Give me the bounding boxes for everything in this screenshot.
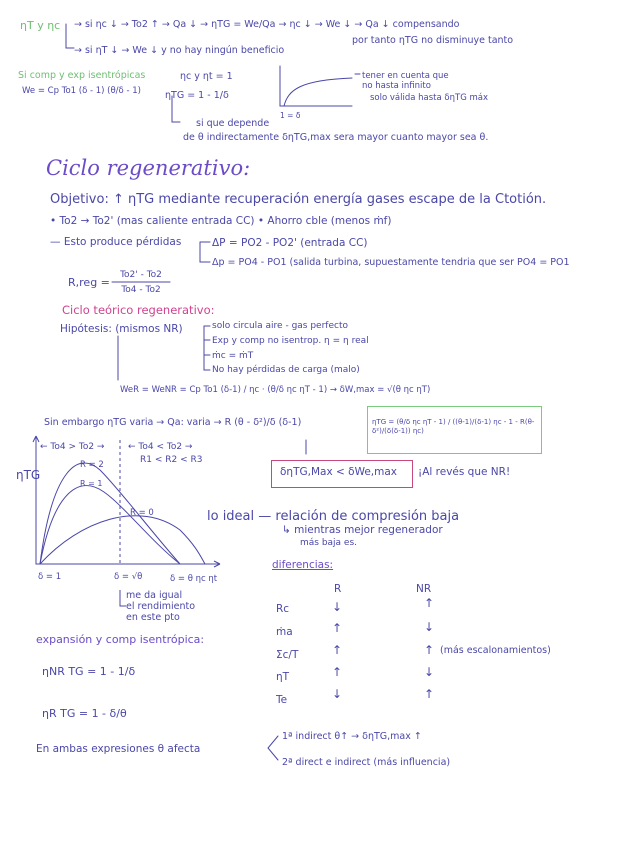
- reves-note: ¡Al revés que NR!: [418, 466, 511, 478]
- nr-formula: ηNR TG = 1 - 1/δ: [42, 665, 136, 678]
- losses-bracket: [200, 242, 210, 262]
- eta-box-text: ηTG = (θ/δ ηc ηT - 1) / ((θ-1)/(δ-1) ηc - 1 - R(θ-δ²)/(δ(δ-1)) ηc): [372, 418, 535, 435]
- chart-note-1: me da igual: [126, 590, 183, 601]
- diff-row-label: ṁa: [276, 626, 293, 638]
- diff-row-label: Rc: [276, 603, 290, 615]
- ideal-line-2: ↳ mientras mejor regenerador: [282, 524, 443, 536]
- diff-title: diferencias:: [272, 559, 334, 571]
- hypothesis: Hipótesis: (mismos NR): [60, 323, 183, 335]
- label-r1: R = 1: [80, 479, 103, 488]
- dp2: Δp = PO4 - PO1 (salida turbina, supuestamente tendria que ser PO4 = PO1: [212, 257, 570, 268]
- note-1: tener en cuenta que: [362, 71, 449, 81]
- rreg-label: R,reg =: [68, 276, 110, 289]
- objective-line: Objetivo: ↑ ηTG mediante recuperación energía gases escape de la Ctotión.: [50, 192, 547, 207]
- note-3: solo válida hasta δηTG máx: [370, 93, 489, 103]
- diff-row-r: ↑: [332, 643, 343, 657]
- theoretical-title: Ciclo teórico regenerativo:: [62, 303, 215, 317]
- branch-1: → si ηc ↓ → To2 ↑ → Qa ↓ → ηTG = We/Qa → ηc ↓ → We ↓ → Qa ↓ compensando: [74, 19, 460, 30]
- both-line: En ambas expresiones θ afecta: [36, 743, 201, 755]
- dp1: ΔP = PO2 - PO2' (entrada CC): [212, 237, 368, 249]
- diff-col-nr: NR: [416, 583, 432, 595]
- we-formula: We = Cp To1 (δ - 1) (θ/δ - 1): [22, 86, 141, 96]
- r-order: R1 < R2 < R3: [140, 455, 203, 465]
- depends-2: de θ indirectamente δηTG,max sera mayor cuanto mayor sea θ.: [183, 132, 489, 143]
- ideal-line-1: lo ideal — relación de compresión baja: [207, 509, 460, 524]
- hyp-4: No hay pérdidas de carga (malo): [212, 365, 360, 375]
- branch-1b: por tanto ηTG no disminuye tanto: [352, 35, 514, 46]
- diff-row-note: (más escalonamientos): [440, 645, 551, 656]
- diff-row-nr: ↓: [424, 620, 435, 634]
- diff-row-nr: ↑: [424, 687, 435, 701]
- x-tick-1: δ = 1: [38, 572, 62, 582]
- objective-bullet: • To2 → To2' (mas caliente entrada CC) • Ahorro cble (menos ṁf): [50, 215, 392, 227]
- result-box-text: δηTG,Max < δWe,max: [280, 466, 398, 478]
- branch-2: → si ηT ↓ → We ↓ y no hay ningún beneficio: [74, 45, 285, 56]
- curve-r2: [40, 463, 180, 564]
- diff-row-r: ↓: [332, 600, 343, 614]
- note-2: no hasta infinito: [362, 81, 431, 91]
- diff-row-nr: ↓: [424, 665, 435, 679]
- we-equation: WeR = WeNR = Cp To1 (δ-1) / ηc · (θ/δ ηc ηT - 1) → δW,max = √(θ ηc ηT): [120, 385, 431, 395]
- both-opt-2: 2ª direct e indirect (más influencia): [282, 757, 451, 768]
- losses-label: — Esto produce pérdidas: [50, 236, 182, 248]
- x-tick-3: δ = θ ηc ηt: [170, 574, 218, 584]
- curve-r1: [40, 486, 180, 564]
- diff-col-r: R: [334, 583, 342, 595]
- mini-curve: [284, 78, 352, 106]
- diff-row-label: Te: [276, 694, 288, 706]
- hyp-bracket: [204, 326, 210, 370]
- eta-formula: ηTG = 1 - 1/δ: [165, 90, 229, 101]
- x-tick-2: δ = √θ: [114, 572, 143, 582]
- isentropic-line: Si comp y exp isentrópicas: [18, 70, 146, 81]
- isentropic-cond: ηc y ηt = 1: [180, 71, 233, 82]
- label-r2: R = 2: [80, 460, 104, 470]
- label-r0: R = 0: [130, 508, 154, 518]
- hyp-2: Exp y comp no isentrop. η = η real: [212, 336, 369, 346]
- sin-embargo: Sin embargo ηTG varia → Qa: varia → R (θ - δ²)/δ (δ-1): [44, 417, 302, 428]
- hyp-1: solo circula aire - gas perfecto: [212, 321, 348, 331]
- mini-axes: [280, 66, 352, 106]
- eta-label: ηT y ηc: [20, 19, 61, 32]
- diff-row-nr: ↑: [424, 643, 435, 657]
- t-right: ← To4 < To2 →: [128, 442, 193, 452]
- diff-row-r: ↑: [332, 665, 343, 679]
- top-bracket: [66, 24, 74, 48]
- depends-1: si que depende: [196, 118, 270, 129]
- chart-note-2: el rendimiento: [126, 601, 196, 612]
- t-left: ← To4 > To2 →: [40, 442, 105, 452]
- both-opt-1: 1ª indirect θ↑ → δηTG,max ↑: [282, 731, 422, 742]
- diff-row-label: ηT: [276, 671, 290, 683]
- hyp-3: ṁc = ṁT: [212, 351, 254, 361]
- diff-row-r: ↓: [332, 687, 343, 701]
- chart-note-3: en este pto: [126, 612, 180, 623]
- diff-row-label: Σc/T: [276, 649, 299, 661]
- section-title: Ciclo regenerativo:: [46, 156, 251, 180]
- curve-r0: [40, 516, 205, 564]
- diff-row-r: ↑: [332, 621, 343, 635]
- depends-bracket: [172, 96, 180, 122]
- rreg-num: To2' - To2: [120, 270, 162, 280]
- both-bracket: [268, 736, 278, 760]
- main-chart: [33, 436, 220, 606]
- chart-ylabel: ηTG: [16, 468, 41, 482]
- note-bracket: [120, 590, 126, 606]
- rreg-den: To4 - To2: [121, 285, 161, 295]
- diff-row-nr: ↑: [424, 596, 435, 610]
- ideal-line-3: más baja es.: [300, 538, 358, 548]
- expansion-title: expansión y comp isentrópica:: [36, 633, 205, 646]
- r-formula: ηR TG = 1 - δ/θ: [42, 707, 127, 720]
- mini-axis-label: 1 = δ: [280, 111, 301, 120]
